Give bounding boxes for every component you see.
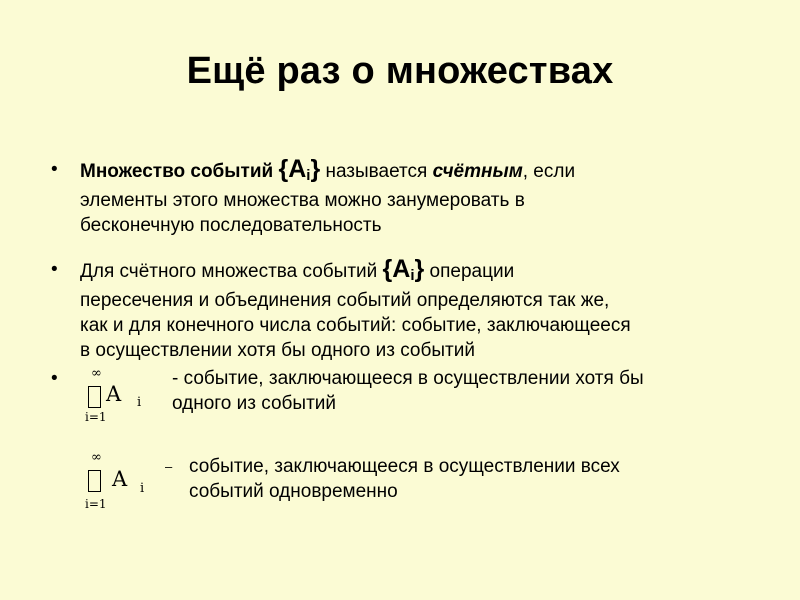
desc-line: одного из событий <box>172 393 337 414</box>
upper-limit: ∞ <box>91 366 102 381</box>
operand-index: i <box>140 481 145 496</box>
bullet-marker: • <box>51 259 58 280</box>
bullet-line: как и для конечного числа событий: событие, заключающееся <box>80 315 631 336</box>
operand: A <box>106 382 122 406</box>
bullet-line <box>80 257 770 288</box>
operand: A <box>112 467 128 491</box>
bullet-line: пересечения и объединения событий определяются так же, <box>80 290 610 311</box>
bullet-marker: • <box>51 368 58 389</box>
bullet-countable-operations <box>51 255 770 363</box>
bullet-text: операции <box>429 261 515 282</box>
bullet-line: элементы этого множества можно занумеровать в <box>80 190 525 211</box>
desc-line: - событие, заключающееся в осуществлении хотя бы <box>172 368 644 389</box>
lower-limit: i=1 <box>85 497 107 511</box>
slide-title: Ещё раз о множествах <box>186 50 614 92</box>
set-notation <box>278 155 320 183</box>
bullet-line: в осуществлении хотя бы одного из событий <box>80 340 475 361</box>
upper-limit: ∞ <box>91 450 102 465</box>
desc-line: событие, заключающееся в осуществлении всех <box>189 456 620 477</box>
union-formula <box>82 366 162 424</box>
union-operator-icon <box>88 386 101 408</box>
lower-limit: i=1 <box>85 410 107 424</box>
bullet-lead: Множество событий <box>80 161 274 182</box>
bullet-text: , если <box>522 161 576 182</box>
bullet-lead: Для счётного множества событий <box>80 261 378 282</box>
intersection-formula <box>82 450 162 512</box>
operand-index: i <box>137 395 142 410</box>
bullet-marker: • <box>51 159 58 180</box>
term-countable: счётным <box>432 161 523 182</box>
bullet-line: бесконечную последовательность <box>80 215 382 236</box>
dash: – <box>165 459 173 474</box>
bullet-text: называется <box>325 161 428 182</box>
set-close: } <box>310 155 321 183</box>
union-description <box>172 366 772 416</box>
intersection-description <box>165 454 765 504</box>
bullet-line <box>80 157 770 188</box>
intersection-operator-icon <box>88 470 101 492</box>
bullet-countable-definition <box>51 155 770 238</box>
set-open: {A <box>382 255 411 283</box>
set-notation <box>383 255 425 283</box>
set-subscript: i <box>306 167 311 184</box>
set-close: } <box>414 255 425 283</box>
set-subscript: i <box>410 267 415 284</box>
set-open: {A <box>278 155 307 183</box>
desc-line: событий одновременно <box>189 481 398 502</box>
